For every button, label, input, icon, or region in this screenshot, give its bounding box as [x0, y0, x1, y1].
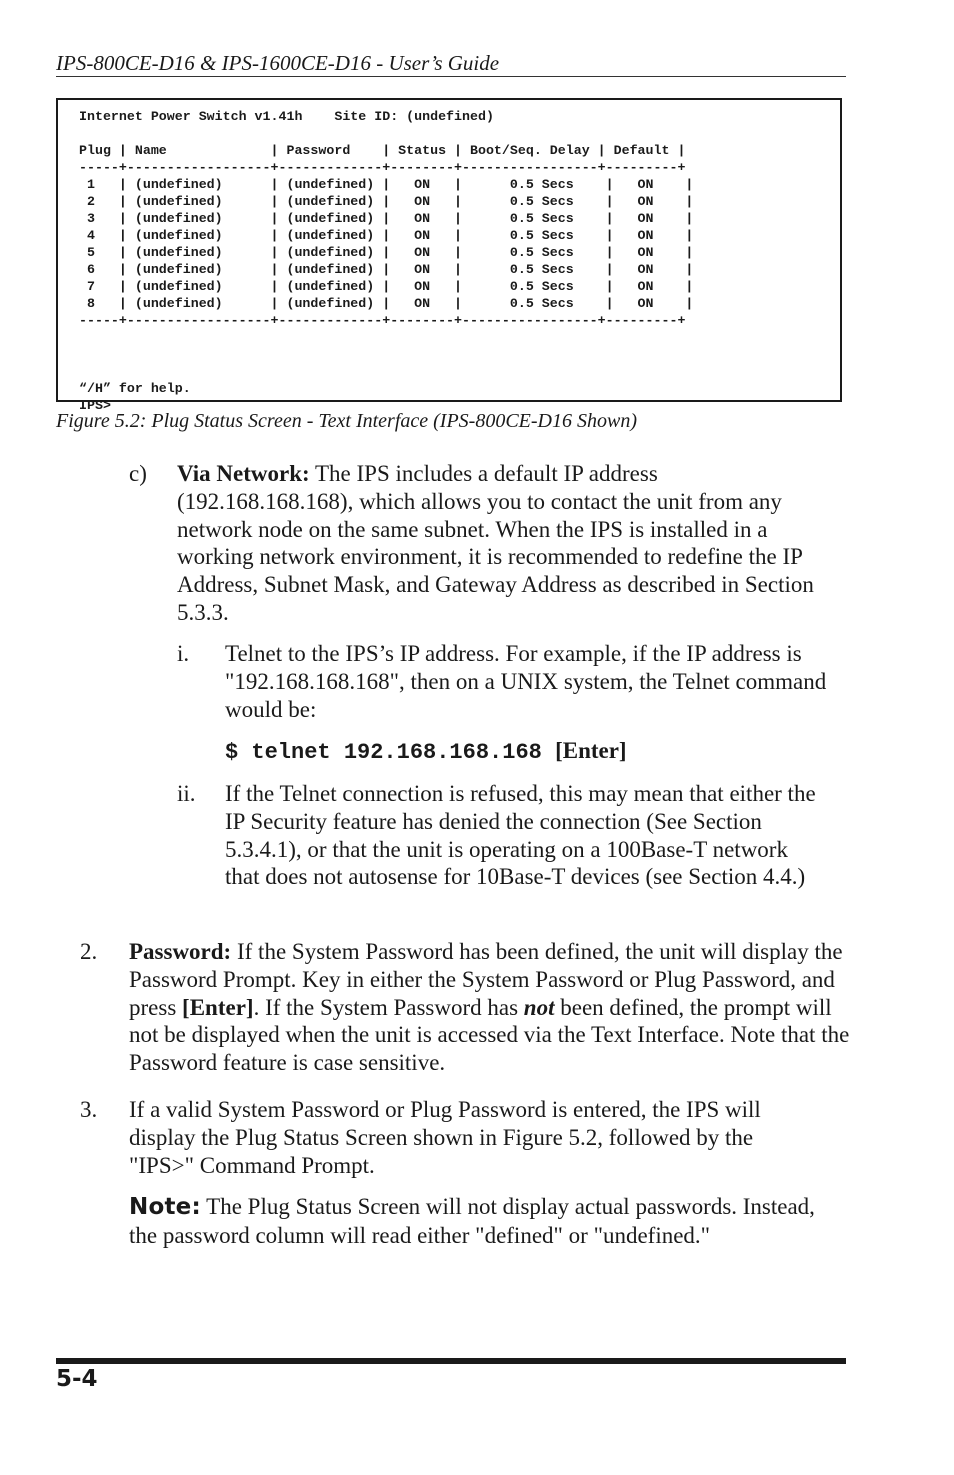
- terminal-line: 3 | (undefined) | (undefined) | ON | 0.5 Secs | ON |: [79, 211, 694, 226]
- item-2-paragraph: [129, 938, 851, 1077]
- terminal-line: “/H” for help.: [79, 381, 191, 396]
- item-i-marker: i.: [177, 641, 190, 666]
- item-2-marker: 2.: [80, 939, 98, 964]
- terminal-line: 6 | (undefined) | (undefined) | ON | 0.5 Secs | ON |: [79, 262, 694, 277]
- terminal-line: Plug | Name | Password | Status | Boot/Seq. Delay | Default |: [79, 143, 686, 158]
- item-i-paragraph: Telnet to the IPS’s IP address. For example, if the IP address is "192.168.168.168", then on a UNIX system, the Telnet command would be:: [225, 641, 827, 722]
- item-2-text-a: If the System Password has been defined, the unit will display the Password Prompt. Key in either the System Password or Plug Password, and press: [129, 939, 843, 1020]
- note-paragraph: [129, 1193, 829, 1250]
- telnet-command: [225, 737, 627, 767]
- telnet-command-text: $ telnet 192.168.168.168: [225, 740, 556, 765]
- terminal-line: IPS>: [79, 398, 111, 413]
- terminal-line: -----+------------------+-------------+--------+-----------------+---------+: [79, 160, 686, 175]
- telnet-command-enter: [Enter]: [555, 738, 627, 763]
- item-2-text-c: been defined, the prompt will not be displayed when the unit is accessed via the Text Interface. Note that the Password feature is case sensitive.: [129, 994, 850, 1076]
- item-ii-paragraph: If the Telnet connection is refused, this may mean that either the IP Security feature has denied the connection (See Section 5.3.4.1), or that the unit is operating on a 100Base-T network that does not autosense for 10Base-T devices (see Section 4.4.): [225, 781, 816, 890]
- item-c-marker: c): [129, 461, 147, 486]
- figure-caption: Figure 5.2: Plug Status Screen - Text Interface (IPS-800CE-D16 Shown): [56, 410, 637, 432]
- footer-rule: [56, 1358, 846, 1364]
- item-ii-marker: ii.: [177, 781, 196, 806]
- item-2-not: not: [523, 994, 555, 1020]
- item-2-text-b: . If the System Password has: [253, 994, 524, 1020]
- terminal-text: [79, 108, 840, 414]
- page-number: 5-4: [56, 1366, 98, 1392]
- item-2-label: Password:: [129, 939, 232, 964]
- item-c-text: The IPS includes a default IP address (192.168.168.168), which allows you to contact the unit from any network node on the same subnet. When the IPS is installed in a working network environment, it is recommended to redefine the IP Address, Subnet Mask, and Gateway Address as described in Section 5.3.3.: [177, 461, 814, 625]
- note-text: The Plug Status Screen will not display actual passwords. Instead, the password column will read either "defined" or "undefined.": [129, 1194, 815, 1248]
- terminal-line: -----+------------------+-------------+--------+-----------------+---------+: [79, 313, 686, 328]
- terminal-line: 1 | (undefined) | (undefined) | ON | 0.5 Secs | ON |: [79, 177, 694, 192]
- terminal-line: 8 | (undefined) | (undefined) | ON | 0.5 Secs | ON |: [79, 296, 694, 311]
- terminal-line: 4 | (undefined) | (undefined) | ON | 0.5 Secs | ON |: [79, 228, 694, 243]
- terminal-line: 7 | (undefined) | (undefined) | ON | 0.5 Secs | ON |: [79, 279, 694, 294]
- terminal-line: Internet Power Switch v1.41h Site ID: (undefined): [79, 109, 494, 124]
- item-3-marker: 3.: [80, 1097, 98, 1122]
- terminal-line: 5 | (undefined) | (undefined) | ON | 0.5 Secs | ON |: [79, 245, 694, 260]
- item-3-paragraph: If a valid System Password or Plug Password is entered, the IPS will display the Plug Status Screen shown in Figure 5.2, followed by the "IPS>" Command Prompt.: [129, 1097, 761, 1178]
- item-2-enter: [Enter]: [182, 994, 254, 1020]
- terminal-screen-figure: [56, 98, 842, 413]
- running-header: IPS-800CE-D16 & IPS-1600CE-D16 - User’s Guide: [56, 50, 846, 77]
- item-c-paragraph: [177, 460, 827, 627]
- terminal-line: 2 | (undefined) | (undefined) | ON | 0.5 Secs | ON |: [79, 194, 694, 209]
- note-label: Note:: [129, 1194, 201, 1220]
- item-c-label: Via Network:: [177, 461, 310, 486]
